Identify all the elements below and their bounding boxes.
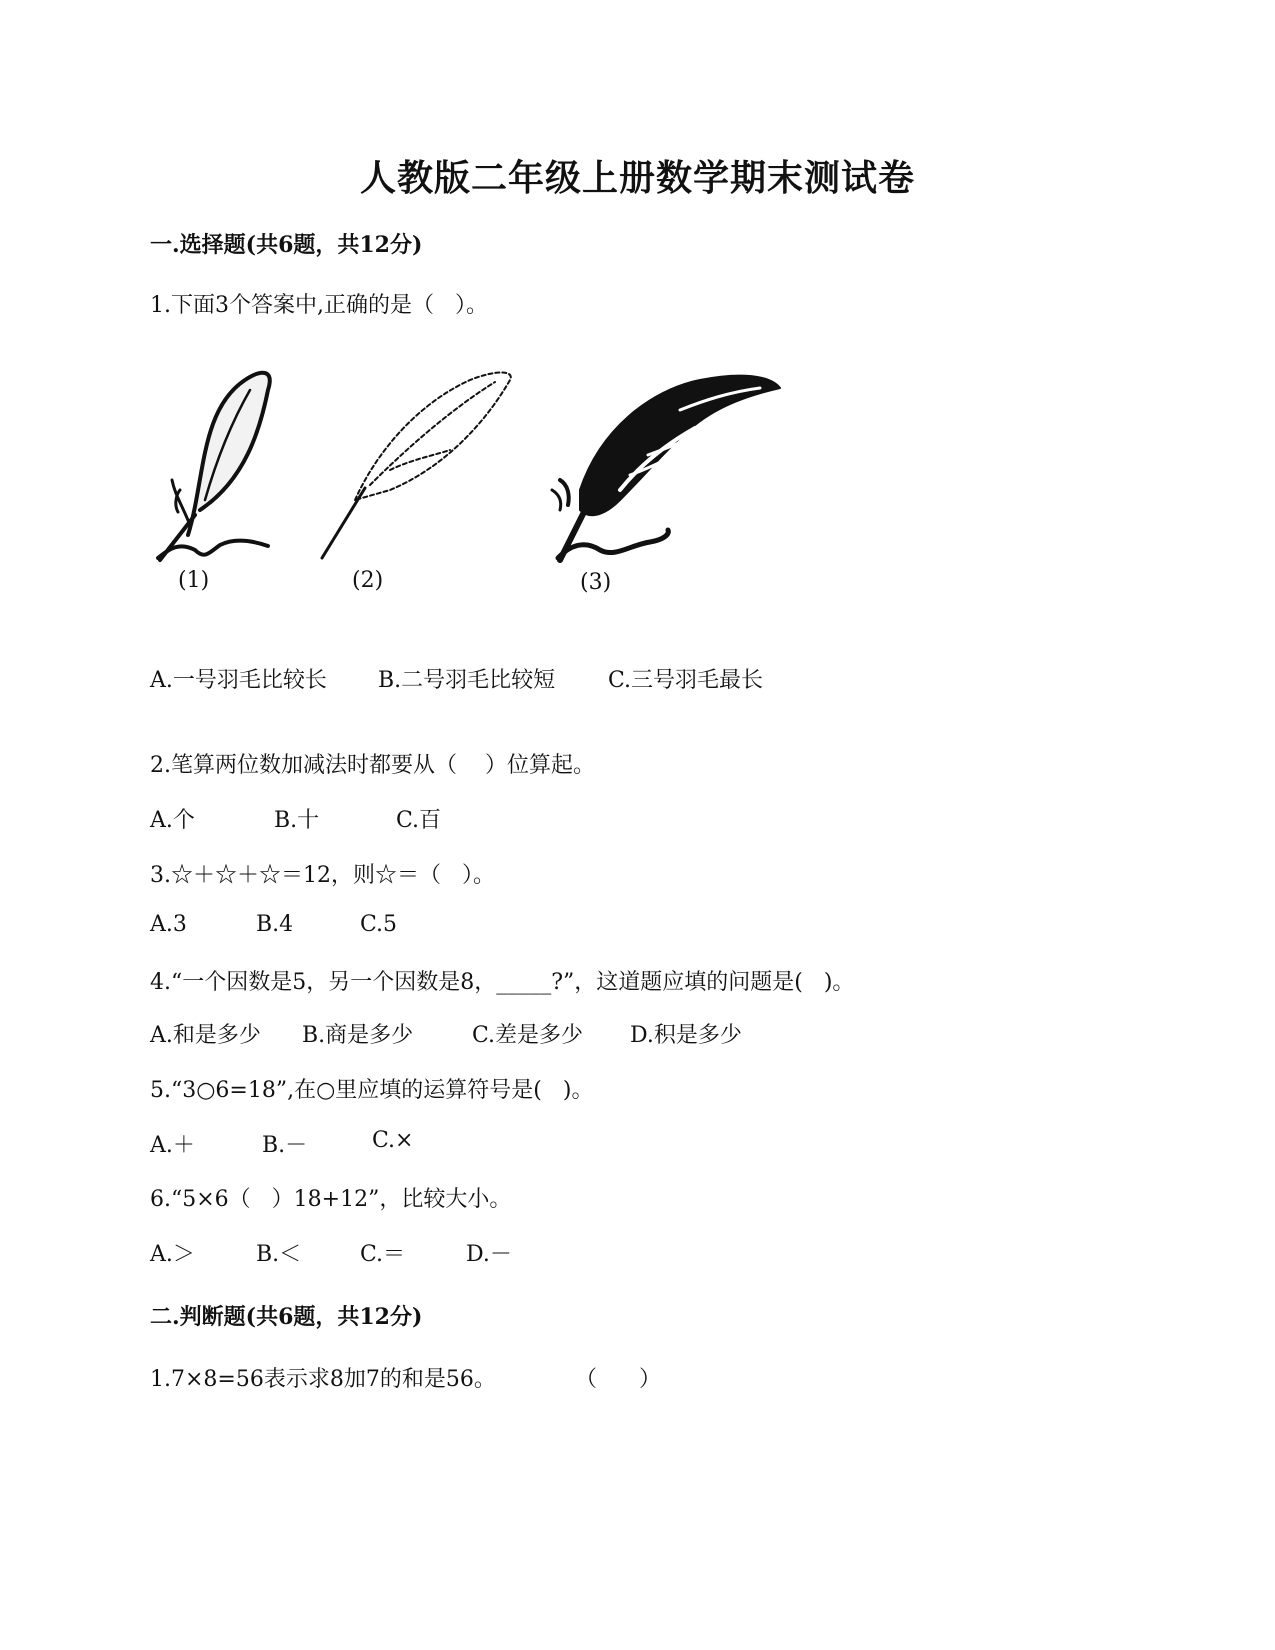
option-a: A.个: [150, 808, 195, 833]
question-stem: 5.“3○6=18”,在○里应填的运算符号是( )。: [150, 1078, 594, 1103]
option-c: C.＝: [360, 1242, 406, 1267]
option-a: A.3: [150, 912, 187, 937]
option-d: D.积是多少: [630, 1023, 742, 1048]
question-stem: 2.笔算两位数加减法时都要从（ ）位算起。: [150, 753, 595, 778]
feather-2-image: [355, 373, 511, 501]
page-title: 人教版二年级上册数学期末测试卷: [359, 157, 915, 199]
answer-blank: （ ）: [575, 1367, 661, 1392]
option-b: B.十: [274, 808, 320, 833]
option-c: C.×: [372, 1128, 414, 1153]
figure-label-2: (2): [352, 568, 384, 593]
option-b: B.商是多少: [302, 1023, 414, 1048]
question-stem: 6.“5×6（ ）18+12”，比较大小。: [150, 1187, 512, 1212]
option-a: A.一号羽毛比较长: [150, 668, 327, 693]
section-heading-judgement: 二.判断题(共6题，共12分): [150, 1304, 423, 1330]
question-stem: 3.☆＋☆＋☆＝12，则☆＝（ ）。: [150, 863, 495, 888]
question-stem: 1.下面3个答案中,正确的是（ ）。: [150, 293, 488, 318]
feather-1-image: [158, 373, 270, 560]
option-c: C.百: [396, 808, 442, 833]
option-a: A.＞: [150, 1242, 195, 1267]
option-b: B.－: [262, 1133, 308, 1158]
option-a: A.和是多少: [150, 1023, 261, 1048]
figure-label-3: (3): [580, 570, 612, 595]
feather-drawings: [150, 370, 850, 640]
option-a: A.＋: [150, 1133, 195, 1158]
option-b: B.＜: [256, 1242, 302, 1267]
figure-label-1: (1): [178, 568, 210, 593]
option-c: C.差是多少: [472, 1023, 584, 1048]
option-b: B.4: [256, 912, 294, 937]
feather-figure: [150, 370, 850, 640]
option-c: C.5: [360, 912, 398, 937]
option-b: B.二号羽毛比较短: [378, 668, 556, 693]
option-d: D.－: [466, 1242, 512, 1267]
feather-3-image: [552, 376, 780, 560]
section-heading-choice: 一.选择题(共6题，共12分): [150, 232, 423, 258]
question-stem: 1.7×8=56表示求8加7的和是56。: [150, 1367, 496, 1392]
option-c: C.三号羽毛最长: [608, 668, 764, 693]
question-stem: 4.“一个因数是5，另一个因数是8，_____?”，这道题应填的问题是( )。: [150, 970, 855, 995]
